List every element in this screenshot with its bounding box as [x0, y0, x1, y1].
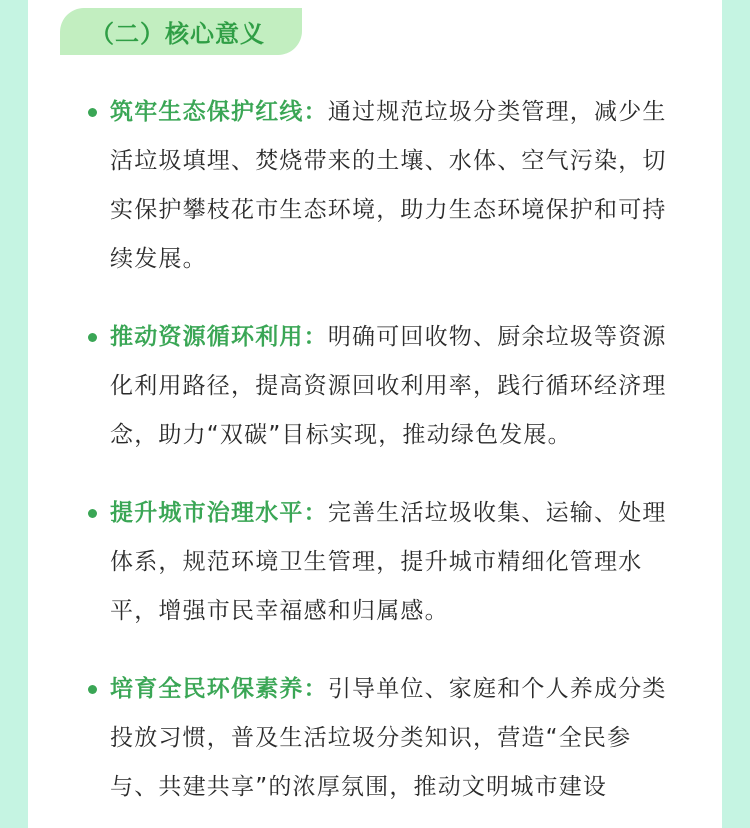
significance-list — [28, 88, 722, 828]
bullet-dot-icon — [88, 333, 97, 342]
item-text: 完善生活垃圾收集、运输、处理体系，规范环境卫生管理，提升城市精细化管理水平，增强市民幸福感和归属感。 — [110, 500, 667, 624]
item-text: 明确可回收物、厨余垃圾等资源化利用路径，提高资源回收利用率，践行循环经济理念，助力“双碳”目标实现，推动绿色发展。 — [110, 324, 667, 448]
section-title: （二）核心意义 — [90, 20, 265, 48]
item-title: 筑牢生态保护红线： — [110, 99, 328, 125]
item-text: 引导单位、家庭和个人养成分类投放习惯，普及生活垃圾分类知识，营造“全民参与、共建共享”的浓厚氛围，推动文明城市建设 — [110, 676, 667, 800]
content-card — [28, 0, 722, 828]
item-title: 培育全民环保素养： — [110, 676, 328, 702]
item-text: 通过规范垃圾分类管理，减少生活垃圾填埋、焚烧带来的土壤、水体、空气污染，切实保护攀枝花市生态环境，助力生态环境保护和可持续发展。 — [110, 99, 667, 272]
item-title: 提升城市治理水平： — [110, 500, 328, 526]
list-item — [28, 313, 722, 460]
section-header — [60, 8, 302, 55]
list-item — [28, 489, 722, 636]
list-item — [28, 665, 722, 812]
bullet-dot-icon — [88, 108, 97, 117]
bullet-dot-icon — [88, 509, 97, 518]
list-item — [28, 88, 722, 284]
bullet-dot-icon — [88, 685, 97, 694]
item-title: 推动资源循环利用： — [110, 324, 328, 350]
